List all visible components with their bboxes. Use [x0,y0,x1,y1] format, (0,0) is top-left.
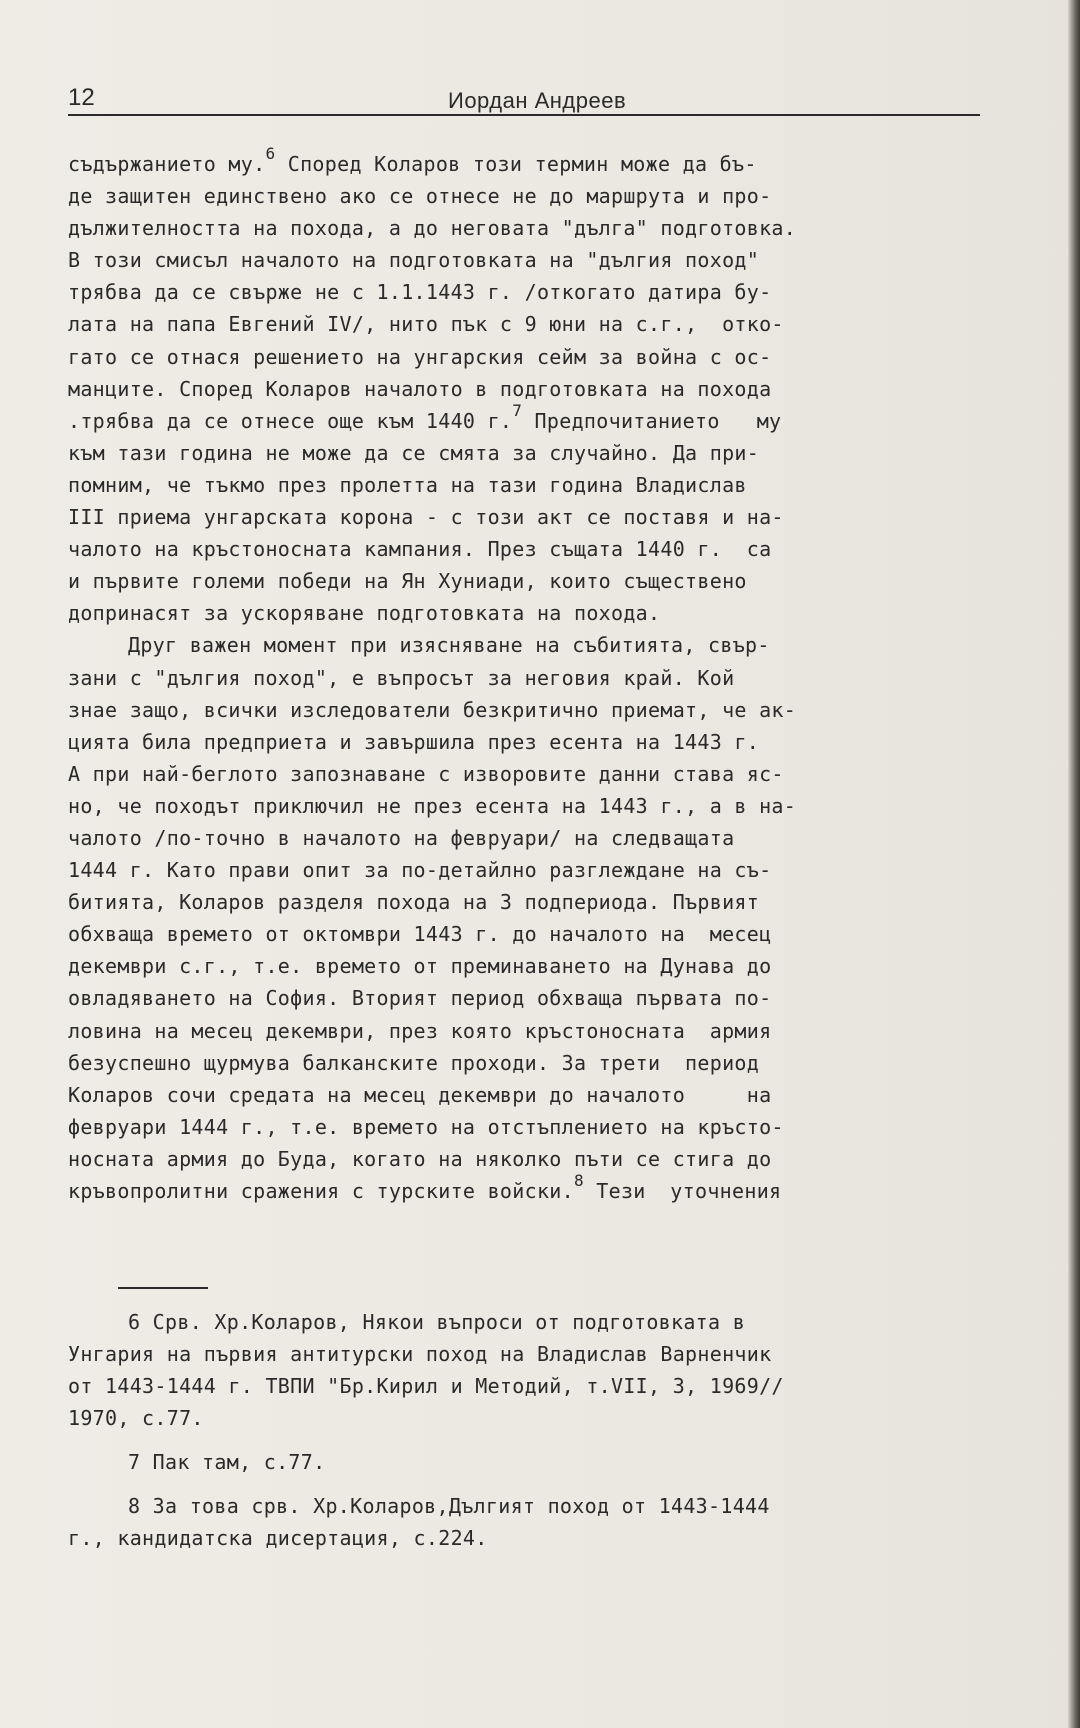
line-text: чалото на кръстоносната кампания. През същата 1440 г. са [68,537,772,562]
body-line [68,1047,983,1079]
body-line [68,886,983,918]
body-line [68,597,983,629]
line-text: съдържанието му. [68,152,266,176]
body-line [68,144,983,180]
footnote [68,1306,983,1434]
line-text: помним, че тъкмо през пролетта на тази година Владислав [68,472,747,497]
header-rule [68,114,980,116]
footnote-line: 8 За това срв. Хр.Коларов,Дългият поход от 1443-1444 [128,1494,770,1518]
body-line [68,854,983,886]
body-line [68,1015,983,1047]
line-text: манците. Според Коларов началото в подготовката на похода [68,376,772,401]
footnotes [68,1306,983,1554]
line-text: битията, Коларов разделя похода на 3 подпериода. Първият [68,890,760,915]
line-text-continued: Тези уточнения [583,1179,782,1203]
line-text: носната армия до Буда, когато на няколко пъти се стига до [68,1146,772,1171]
body-line [68,180,983,212]
footnote-line: 6 Срв. Хр.Коларов, Някои въпроси от подготовката в [128,1310,746,1334]
body-text [68,144,983,1207]
running-head: Иордан Андреев [448,88,627,113]
body-line [68,469,983,501]
body-line [68,950,983,982]
body-line [68,694,983,726]
footnote-reference: 8 [573,1171,584,1190]
body-line [68,726,983,758]
line-text-continued: Според Коларов този термин може да бъ- [275,152,757,176]
line-text: В този смисъл началото на подготовката на "дългия поход" [68,248,760,273]
line-text: .трябва да се отнесе още към 1440 г. [68,408,513,433]
line-text: кръвопролитни сражения с турските войски. [68,1179,574,1203]
line-text-continued: Предпочитанието му [522,408,782,433]
body-line [68,1143,983,1175]
footnote-rule [118,1287,208,1289]
line-text: безуспешно щурмува балканските проходи. За трети период [68,1050,760,1075]
line-text: и първите големи победи на Ян Хуниади, които съществено [68,569,747,594]
line-text: чалото /по-точно в началото на февруари/ на следващата [68,825,735,850]
line-text: знае защо, всички изследователи безкритично приемат, че ак- [68,697,797,722]
line-text: трябва да се свърже не с 1.1.1443 г. /откогато датира бу- [68,280,772,305]
line-text: Друг важен момент при изясняване на събитията, свър- [128,633,770,658]
page-number: 12 [68,84,95,111]
body-line [68,1111,983,1143]
line-text: дължителността на похода, а до неговата "дълга" подготовка. [68,216,797,241]
page-header [68,84,980,114]
line-text: гато се отнася решението на унгарския сейм за война с ос- [68,344,772,369]
line-text: 1444 г. Като прави опит за по-детайлно разглеждане на съ- [68,858,772,883]
footnote-line: от 1443-1444 г. ТВПИ "Бр.Кирил и Методий, т.VII, 3, 1969// [68,1374,784,1398]
line-text: февруари 1444 г., т.е. времето на отстъплението на кръсто- [68,1114,784,1139]
line-text: ловина на месец декември, през която кръстоносната армия [68,1018,772,1043]
line-text: Коларов сочи средата на месец декември до началото на [68,1082,772,1107]
body-line [68,822,983,854]
body-line [68,244,983,276]
line-text: А при най-беглото запознаване с изворовите данни става яс- [68,761,784,786]
body-line [68,982,983,1014]
line-text: лата на папа Евгений IV/, нито пък с 9 юни на с.г., отко- [68,312,784,337]
line-text: обхваща времето от октомври 1443 г. до началото на месец [68,922,772,947]
body-line [68,1079,983,1111]
line-text: декември с.г., т.е. времето от преминаването на Дунава до [68,954,772,979]
line-text: но, че походът приключил не през есента на 1443 г., а в на- [68,793,797,818]
body-line [68,437,983,469]
line-text: цията била предприета и завършила през есента на 1443 г. [68,729,760,754]
body-line [68,373,983,405]
line-text: допринасят за ускоряване подготовката на похода. [68,601,661,626]
footnote-line: Унгария на първия антитурски поход на Владислав Варненчик [68,1342,772,1366]
footnote-reference: 7 [512,400,523,420]
line-text: зани с "дългия поход", е въпросът за неговия край. Кой [68,665,735,690]
body-line [68,565,983,597]
footnote [68,1490,983,1554]
body-line [68,533,983,565]
body-line [68,400,983,437]
footnote [68,1446,983,1478]
body-line [68,501,983,533]
body-line [68,276,983,308]
body-line [68,918,983,950]
body-line [68,308,983,340]
body-line [68,662,983,694]
footnote-line: 7 Пак там, с.77. [128,1450,326,1474]
line-text: към тази година не може да се смята за случайно. Да при- [68,440,760,465]
line-text: III приема унгарската корона - с този акт се поставя и на- [68,505,784,530]
line-text: овладяването на София. Вторият период обхваща първата по- [68,986,772,1011]
footnote-reference: 6 [265,144,276,163]
body-line [68,629,983,661]
body-line [68,341,983,373]
body-line [68,758,983,790]
body-line [68,212,983,244]
line-text: де защитен единствено ако се отнесе не до маршрута и про- [68,184,772,209]
footnote-line: 1970, с.77. [68,1406,204,1430]
page-edge-shadow [1068,0,1080,1728]
footnote-line: г., кандидатска дисертация, с.224. [68,1526,488,1550]
body-line [68,1171,983,1207]
body-line [68,790,983,822]
